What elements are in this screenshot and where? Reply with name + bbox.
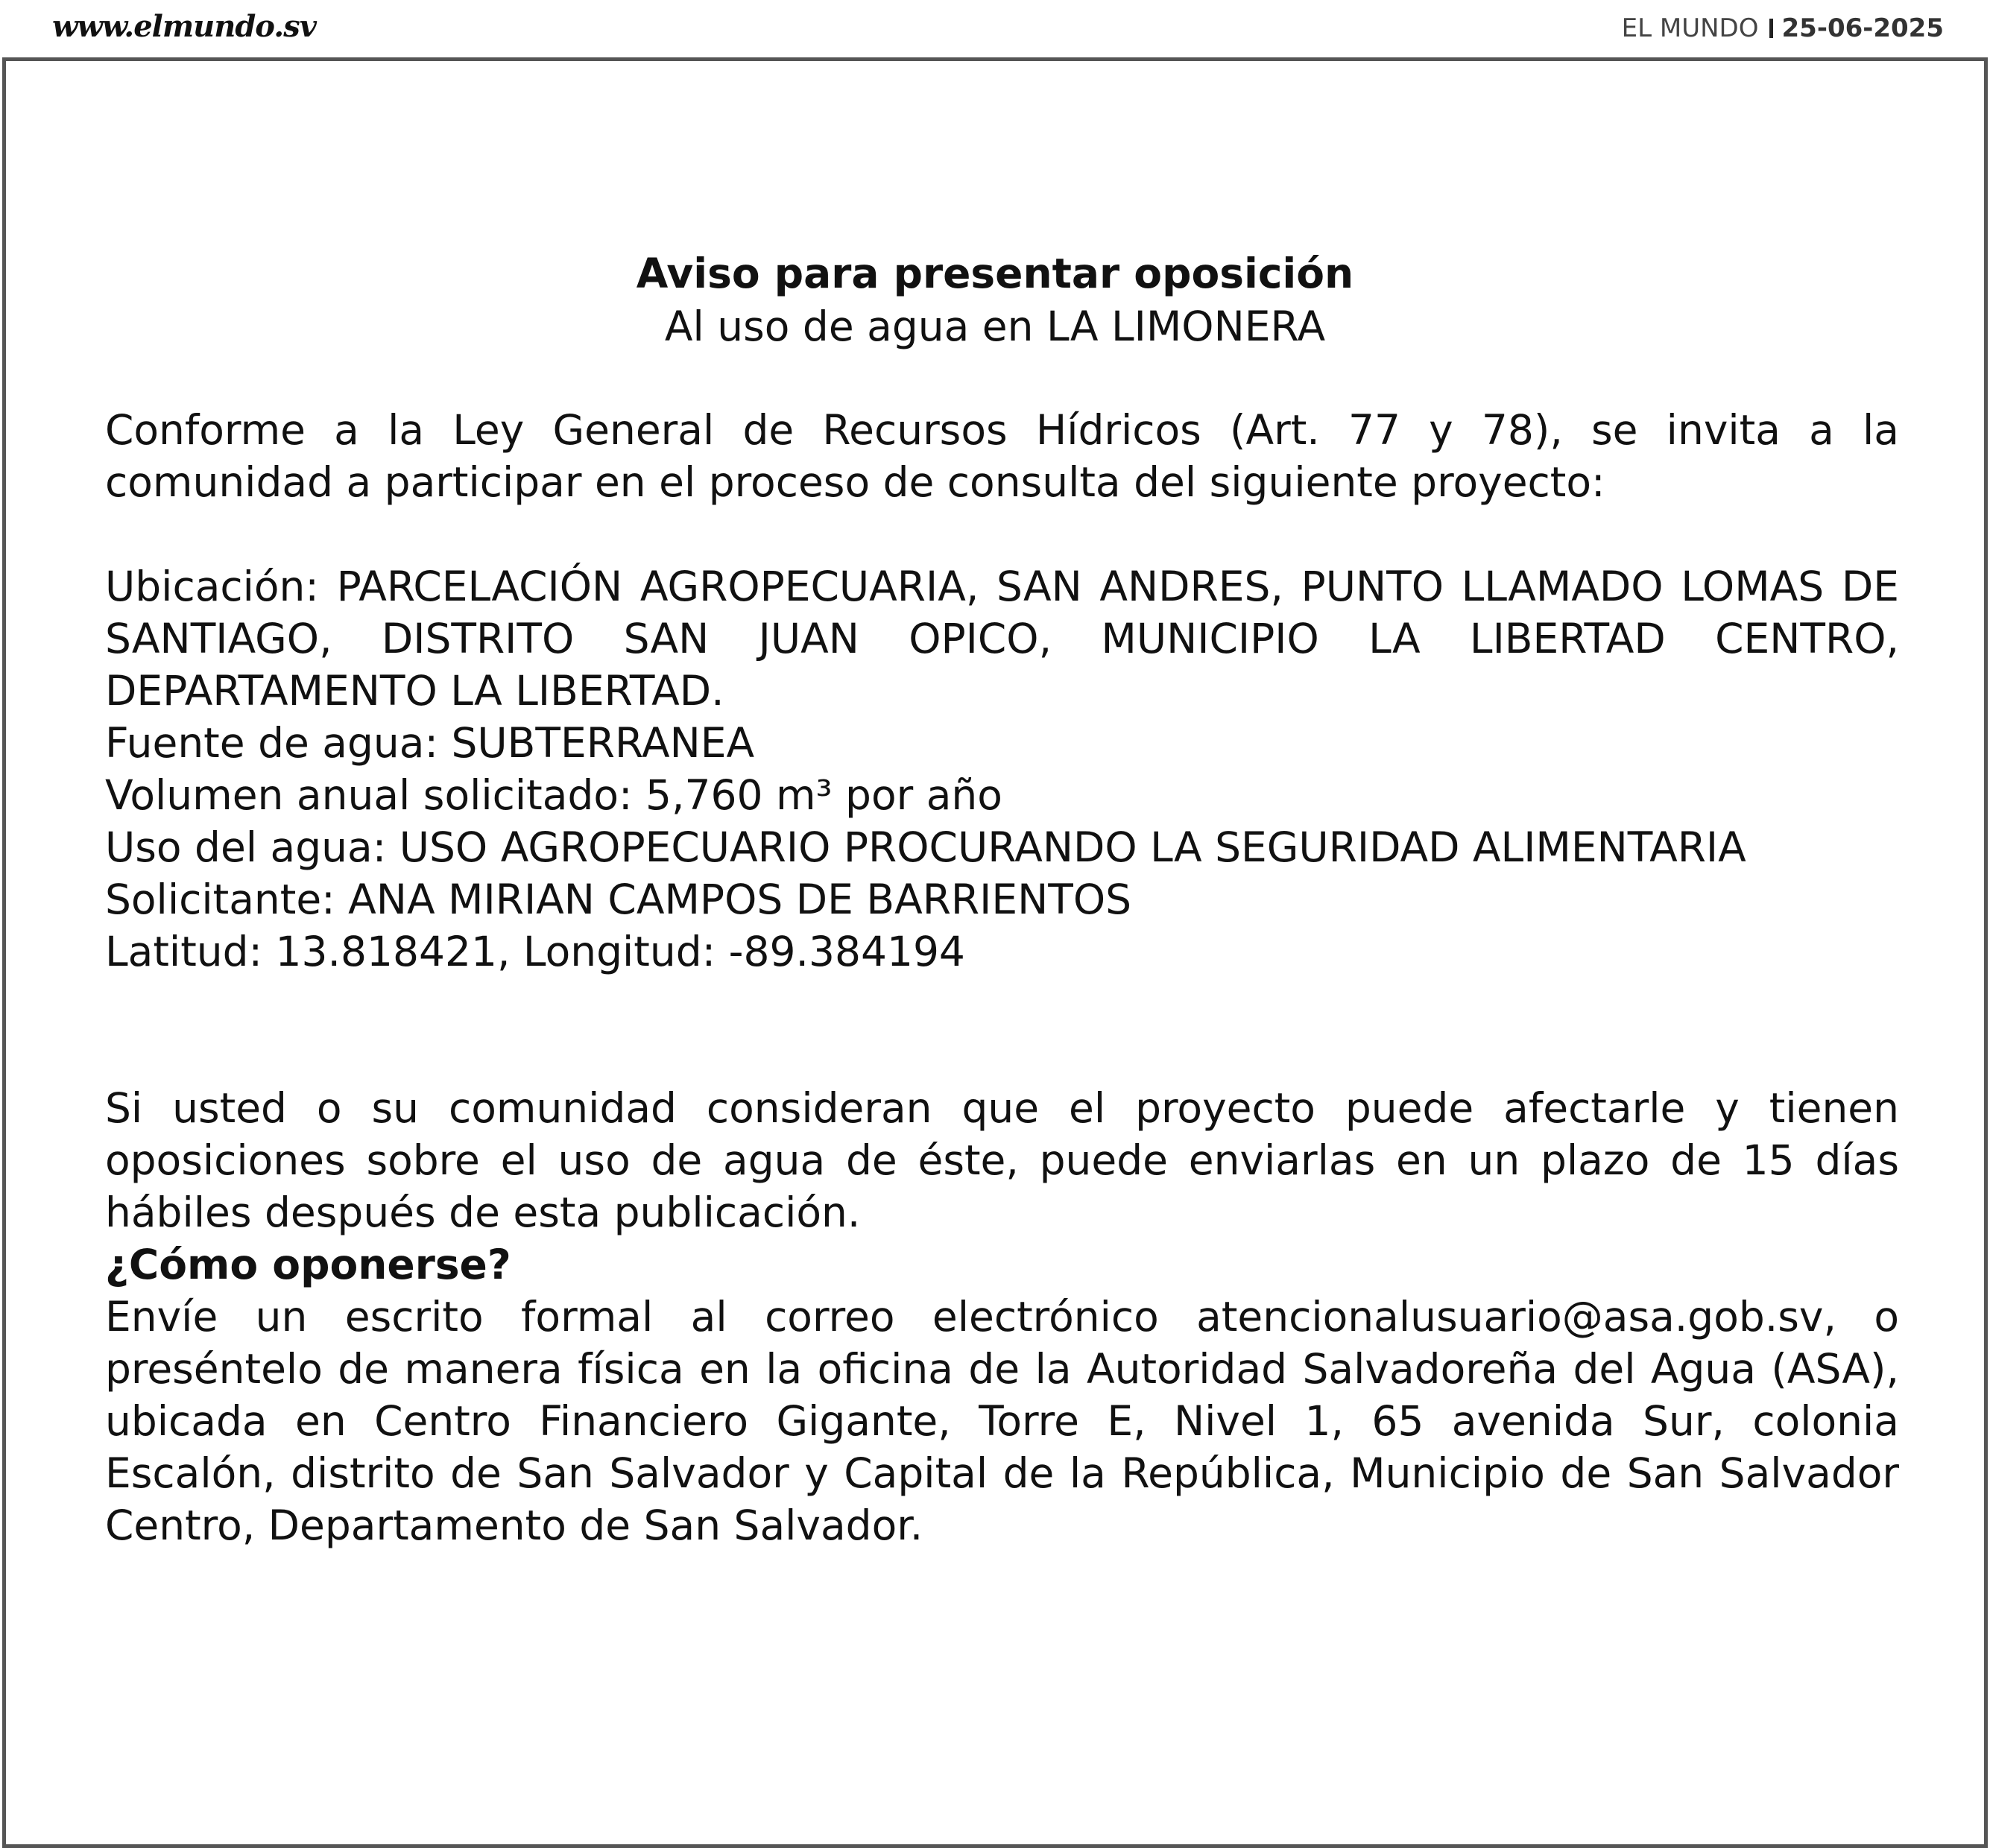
publication-date: 25-06-2025 bbox=[1781, 13, 1944, 43]
notice-frame bbox=[2, 57, 1988, 1848]
header-separator bbox=[1769, 19, 1773, 38]
opposition-paragraph: Si usted o su comunidad consideran que el proyecto puede afectarle y tienen oposiciones sobre el uso de agua de éste, puede enviarlas en un plazo de 15 días hábiles después de esta publicación. bbox=[105, 1084, 1899, 1236]
water-use: Uso del agua: USO AGROPECUARIO PROCURANDO LA SEGURIDAD ALIMENTARIA bbox=[105, 823, 1746, 871]
newspaper-name: EL MUNDO bbox=[1621, 13, 1759, 43]
applicant: Solicitante: ANA MIRIAN CAMPOS DE BARRIENTOS bbox=[105, 876, 1132, 923]
how-to-heading: ¿Cómo oponerse? bbox=[105, 1241, 511, 1288]
annual-volume: Volumen anual solicitado: 5,760 m³ por año bbox=[105, 771, 1002, 819]
how-to-paragraph: Envíe un escrito formal al correo electrónico atencionalusuario@asa.gob.sv, o preséntelo de manera física en la oficina de la Autoridad Salvadoreña del Agua (ASA), ubicada en Centro Financiero Gigante, Torre E, Nivel 1, 65 avenida Sur, colonia Escalón, distrito de San Salvador y Capital de la República, Municipio de San Salvador Centro, Departamento de San Salvador. bbox=[105, 1293, 1899, 1549]
water-source: Fuente de agua: SUBTERRANEA bbox=[105, 719, 755, 767]
site-url[interactable]: www.elmundo.sv bbox=[52, 9, 316, 44]
intro-paragraph: Conforme a la Ley General de Recursos Hídricos (Art. 77 y 78), se invita a la comunidad a participar en el proceso de consulta del siguiente proyecto: bbox=[105, 406, 1899, 506]
project-details bbox=[105, 717, 1899, 978]
header-issue-info bbox=[1622, 13, 1944, 43]
site-header bbox=[0, 0, 1990, 57]
coordinates: Latitud: 13.818421, Longitud: -89.384194 bbox=[105, 928, 965, 975]
notice-title: Aviso para presentar oposición bbox=[636, 250, 1354, 297]
location-paragraph: Ubicación: PARCELACIÓN AGROPECUARIA, SAN ANDRES, PUNTO LLAMADO LOMAS DE SANTIAGO, DISTRITO SAN JUAN OPICO, MUNICIPIO LA LIBERTAD CENTRO, DEPARTAMENTO LA LIBERTAD. bbox=[105, 563, 1899, 715]
notice-subtitle: Al uso de agua en LA LIMONERA bbox=[664, 303, 1326, 350]
